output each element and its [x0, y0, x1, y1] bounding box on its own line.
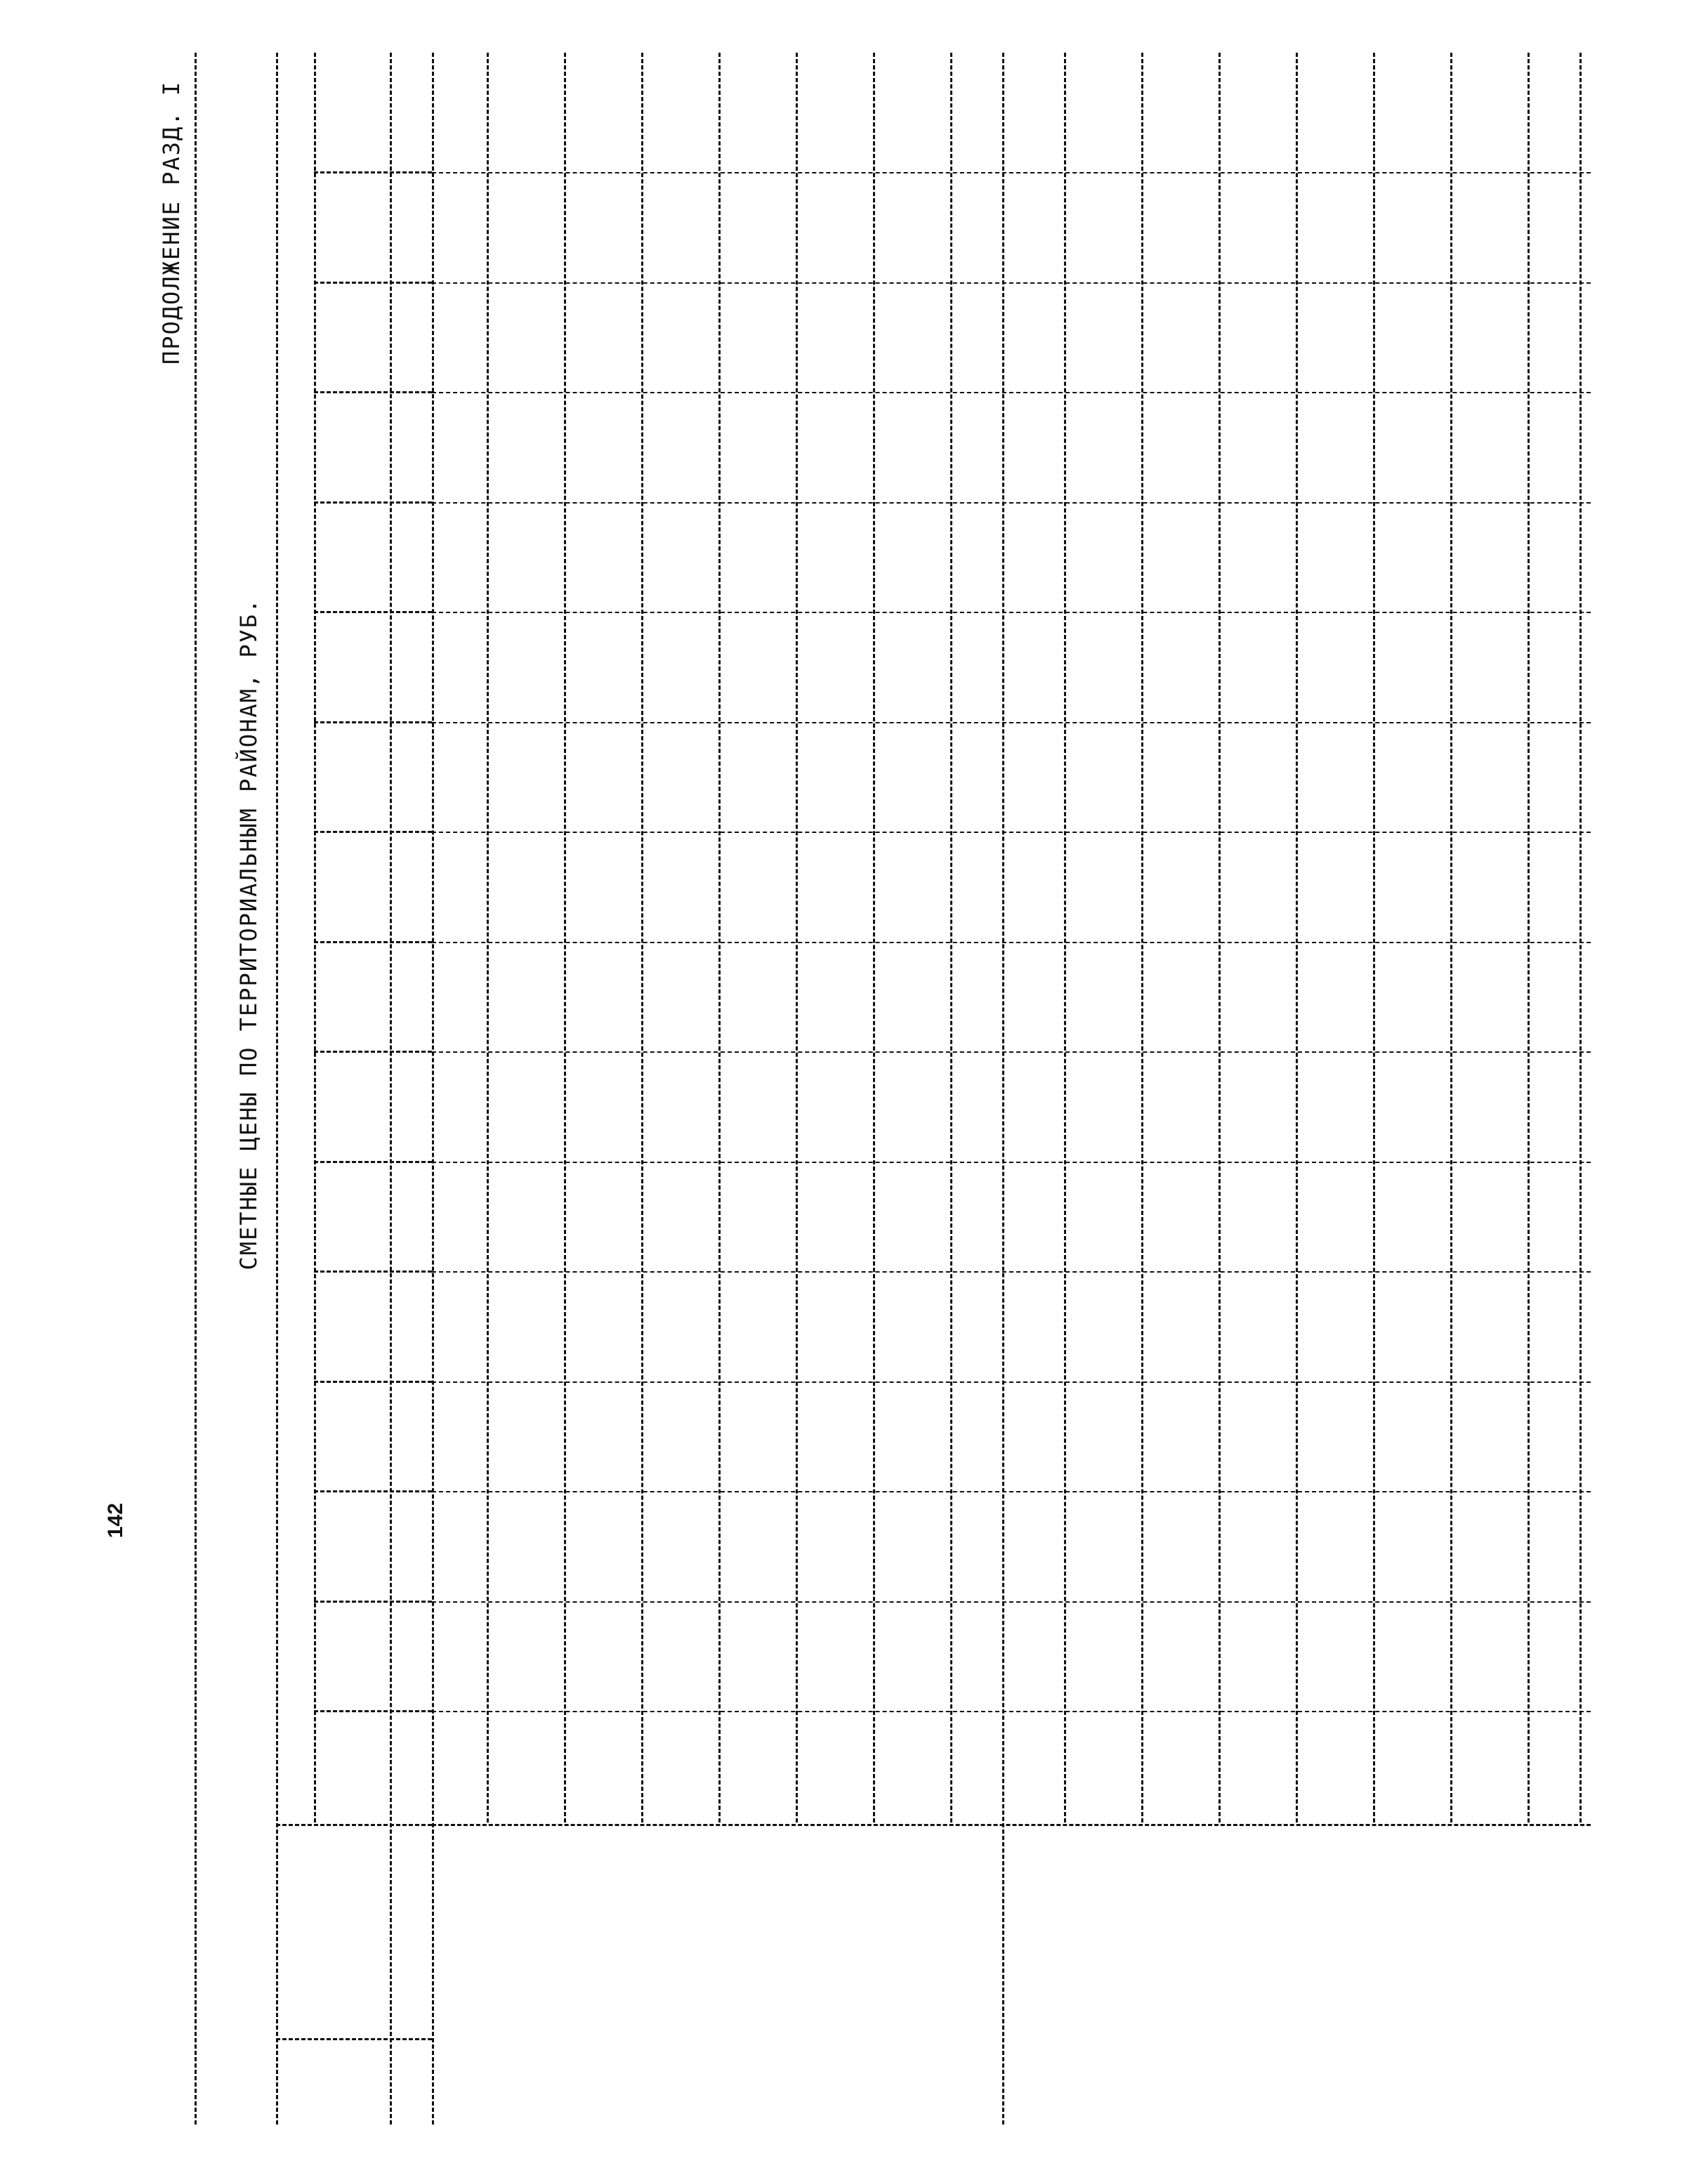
- header-vrule-col: [314, 1051, 432, 1053]
- header-vrule-col: [314, 282, 432, 284]
- body-vrule-code: [432, 1824, 1591, 1826]
- row-rule: [564, 53, 566, 1823]
- row-rule: [873, 53, 875, 1823]
- body-vrule-col: [432, 832, 1591, 834]
- body-vrule-col: [432, 612, 1591, 614]
- header-rule-mid: [390, 53, 392, 2125]
- row-rule: [1450, 53, 1452, 1823]
- row-rule: [718, 53, 721, 1823]
- header-rule-bottom: [432, 53, 434, 2125]
- row-rule: [1064, 53, 1066, 1823]
- row-rule: [1528, 53, 1530, 1823]
- body-vrule-col: [432, 1712, 1591, 1713]
- header-vrule-col: [314, 1711, 432, 1713]
- body-vrule-col: [432, 1381, 1591, 1383]
- header-vrule-col: [314, 1271, 432, 1273]
- body-vrule-col: [432, 722, 1591, 723]
- header-vrule-col: [314, 392, 432, 394]
- body-vrule-col: [432, 1272, 1591, 1273]
- row-rule: [1373, 53, 1375, 1823]
- body-vrule-col: [432, 173, 1591, 174]
- header-vrule-num: [276, 2038, 432, 2040]
- header-vrule-col: [314, 832, 432, 834]
- body-vrule-col: [432, 282, 1591, 284]
- header-vrule-col: [314, 1381, 432, 1383]
- row-rule: [641, 53, 643, 1823]
- header-vrule-col: [314, 941, 432, 943]
- row-rule: [796, 53, 798, 1823]
- body-vrule-col: [432, 1162, 1591, 1163]
- header-vrule-col: [314, 501, 432, 504]
- row-rule: [950, 53, 952, 1823]
- body-vrule-col: [432, 502, 1591, 504]
- row-rule: [1002, 53, 1004, 2125]
- row-rule: [1141, 53, 1143, 1823]
- header-vrule-col: [314, 1491, 432, 1493]
- header-rule-regions: [314, 53, 316, 1823]
- header-vrule-code: [276, 1824, 432, 1826]
- body-vrule-col: [432, 1052, 1591, 1053]
- header-vrule-col: [314, 172, 432, 174]
- row-rule: [487, 53, 489, 1823]
- header-vrule-col: [314, 612, 432, 614]
- header-vrule-col: [314, 1161, 432, 1163]
- body-vrule-col: [432, 393, 1591, 394]
- body-vrule-col: [432, 942, 1591, 943]
- body-vrule-col: [432, 1601, 1591, 1603]
- price-title: СМЕТНЫЕ ЦЕНЫ ПО ТЕРРИТОРИАЛЬНЫМ РАЙОНАМ, РУБ.: [235, 598, 262, 1270]
- row-rule: [1579, 53, 1582, 1823]
- header-vrule-col: [314, 1601, 432, 1603]
- rotated-table-page: [151, 53, 1598, 2125]
- header-rule-top: [276, 53, 278, 2125]
- top-rule: [195, 53, 197, 2125]
- header-vrule-col: [314, 721, 432, 723]
- page-number: 142: [104, 1502, 127, 1538]
- section-title: ПРОДОЛЖЕНИЕ РАЗД. I: [158, 81, 185, 365]
- row-rule: [1296, 53, 1298, 1823]
- body-vrule-col: [432, 1492, 1591, 1493]
- row-rule: [1218, 53, 1221, 1823]
